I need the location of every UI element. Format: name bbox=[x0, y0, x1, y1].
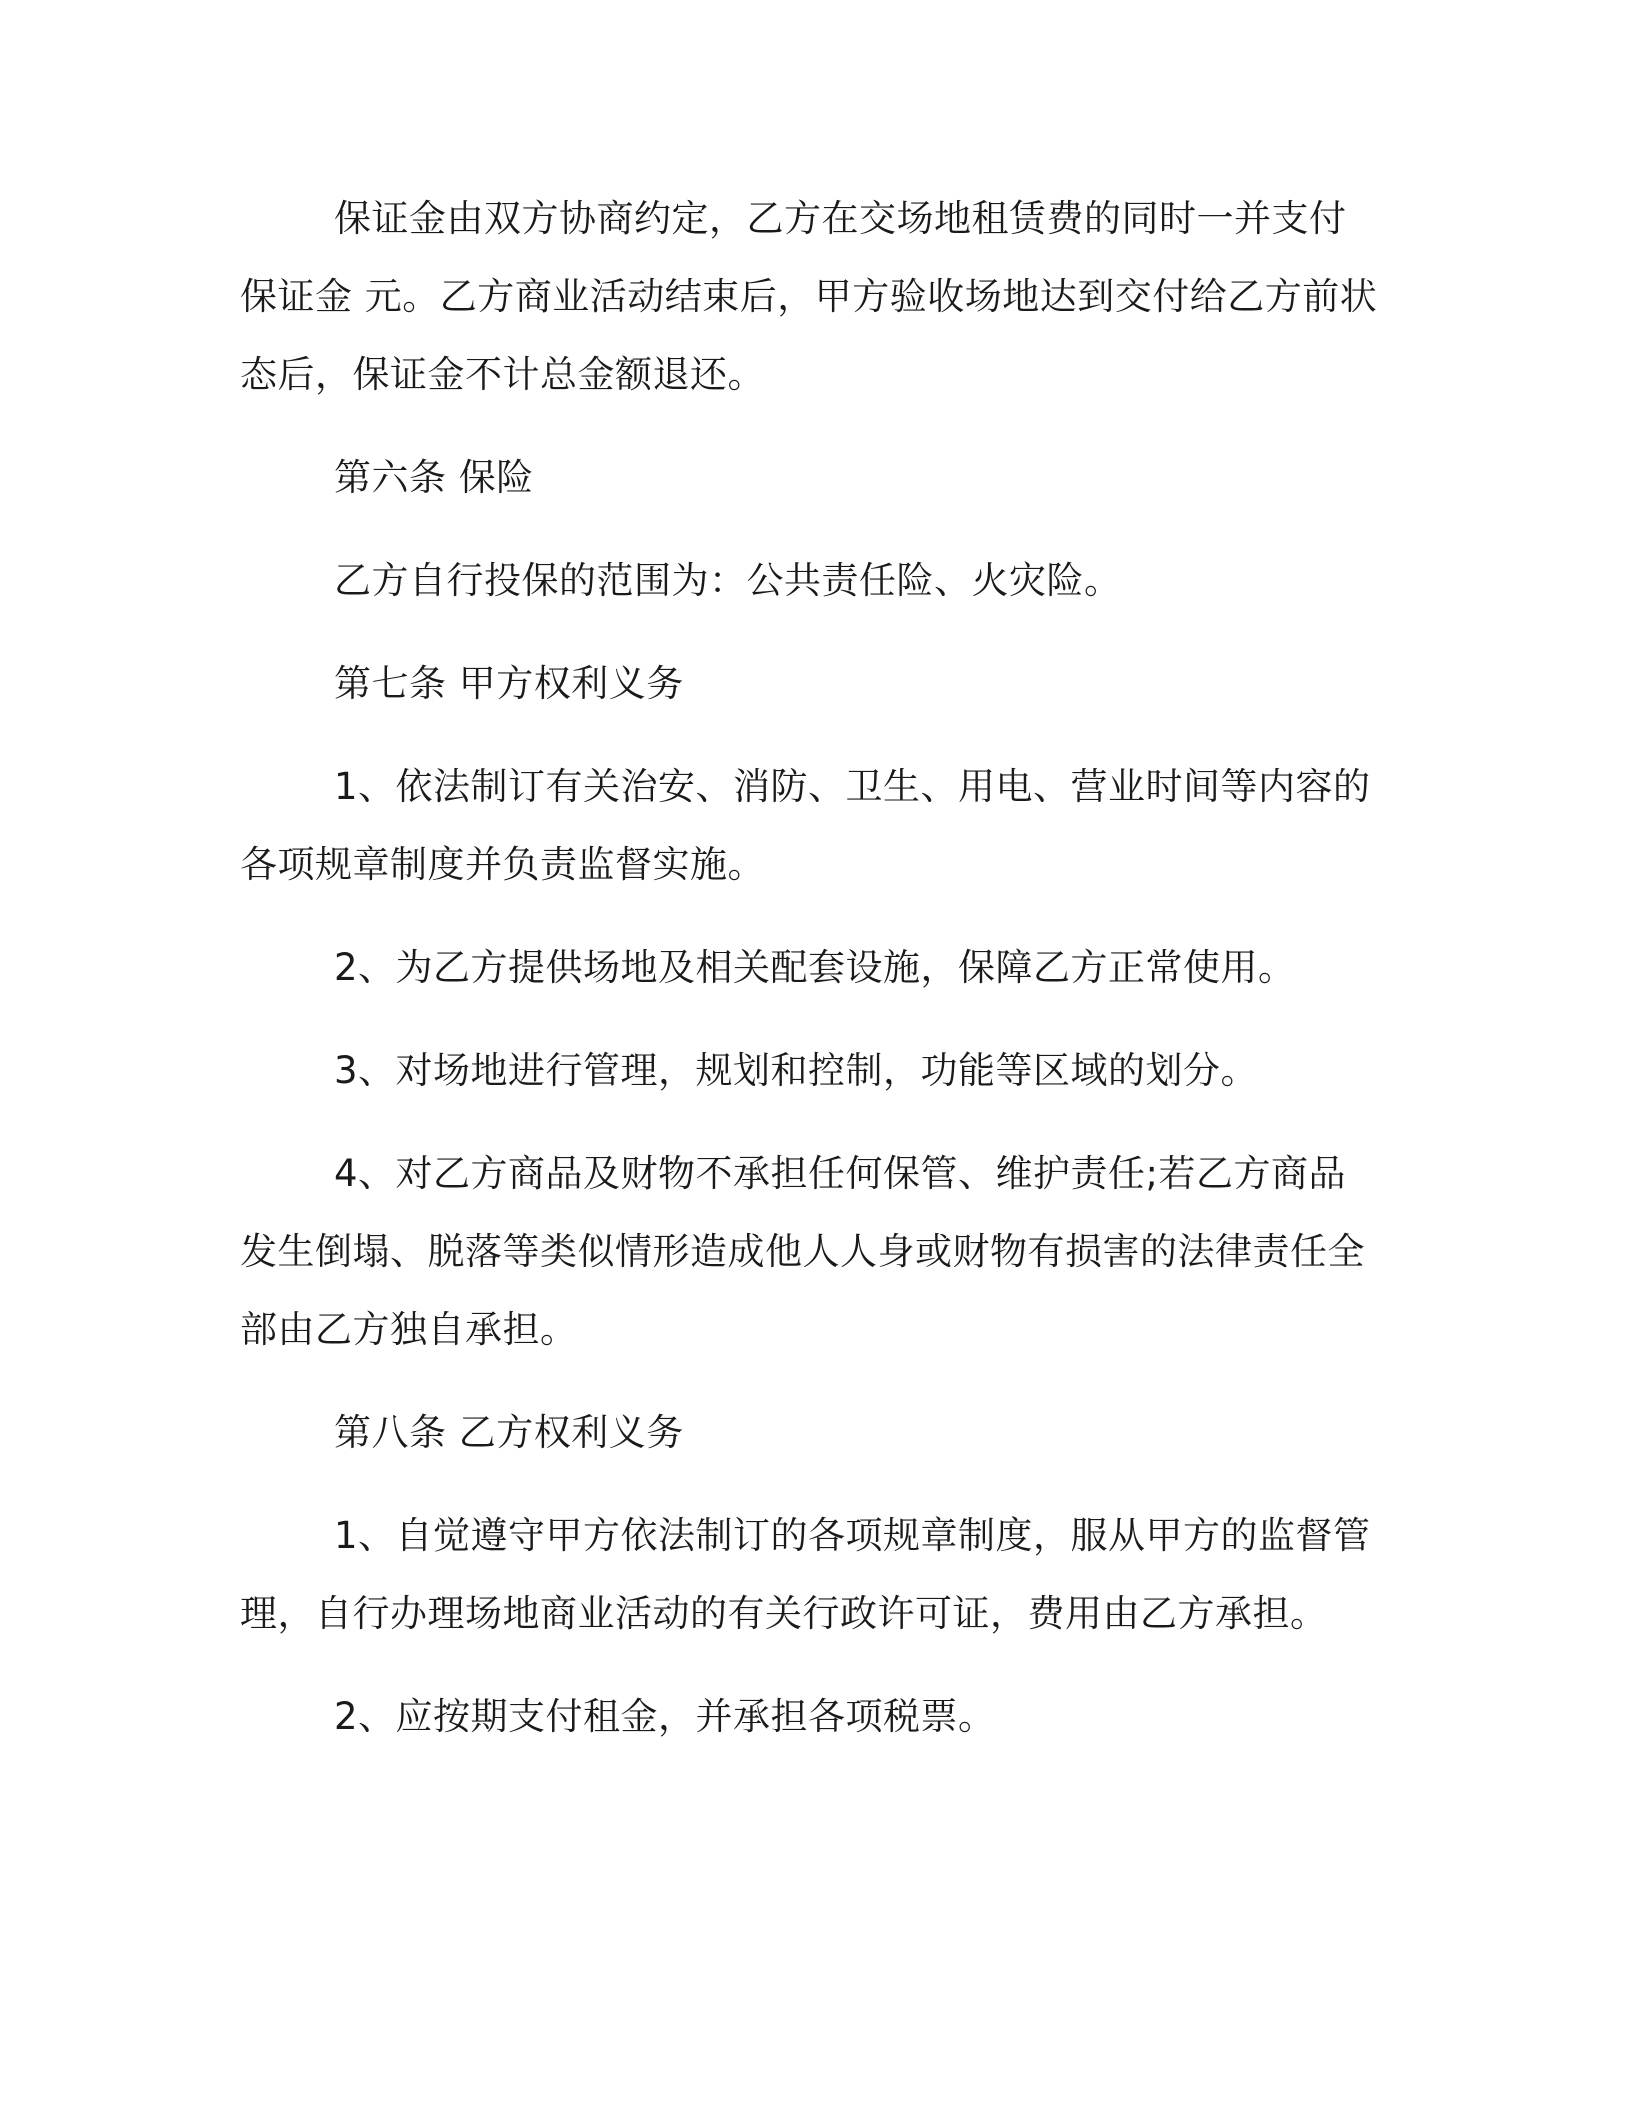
party-b-obligation-1: 1、自觉遵守甲方依法制订的各项规章制度，服从甲方的监督管理，自行办理场地商业活动的有关行政许可证，费用由乙方承担。 bbox=[240, 1514, 1371, 1635]
article-6-heading: 第六条 保险 bbox=[334, 456, 534, 499]
party-b-obligation-2: 2、应按期支付租金，并承担各项税票。 bbox=[334, 1695, 996, 1738]
article-7-heading: 第七条 甲方权利义务 bbox=[334, 662, 684, 705]
party-a-obligation-2: 2、为乙方提供场地及相关配套设施，保障乙方正常使用。 bbox=[334, 946, 1296, 989]
party-a-obligation-4: 4、对乙方商品及财物不承担任何保管、维护责任;若乙方商品发生倒塌、脱落等类似情形造成他人人身或财物有损害的法律责任全部由乙方独自承担。 bbox=[240, 1152, 1365, 1351]
insurance-scope-paragraph: 乙方自行投保的范围为：公共责任险、火灾险。 bbox=[334, 559, 1122, 602]
article-8-heading: 第八条 乙方权利义务 bbox=[334, 1411, 684, 1454]
party-a-obligation-3: 3、对场地进行管理，规划和控制，功能等区域的划分。 bbox=[334, 1049, 1259, 1092]
deposit-clause-paragraph: 保证金由双方协商约定，乙方在交场地租赁费的同时一并支付保证金 元。乙方商业活动结束后，甲方验收场地达到交付给乙方前状态后，保证金不计总金额退还。 bbox=[240, 197, 1378, 396]
document-body bbox=[240, 180, 1380, 1756]
party-a-obligation-1: 1、依法制订有关治安、消防、卫生、用电、营业时间等内容的各项规章制度并负责监督实施。 bbox=[240, 765, 1371, 886]
